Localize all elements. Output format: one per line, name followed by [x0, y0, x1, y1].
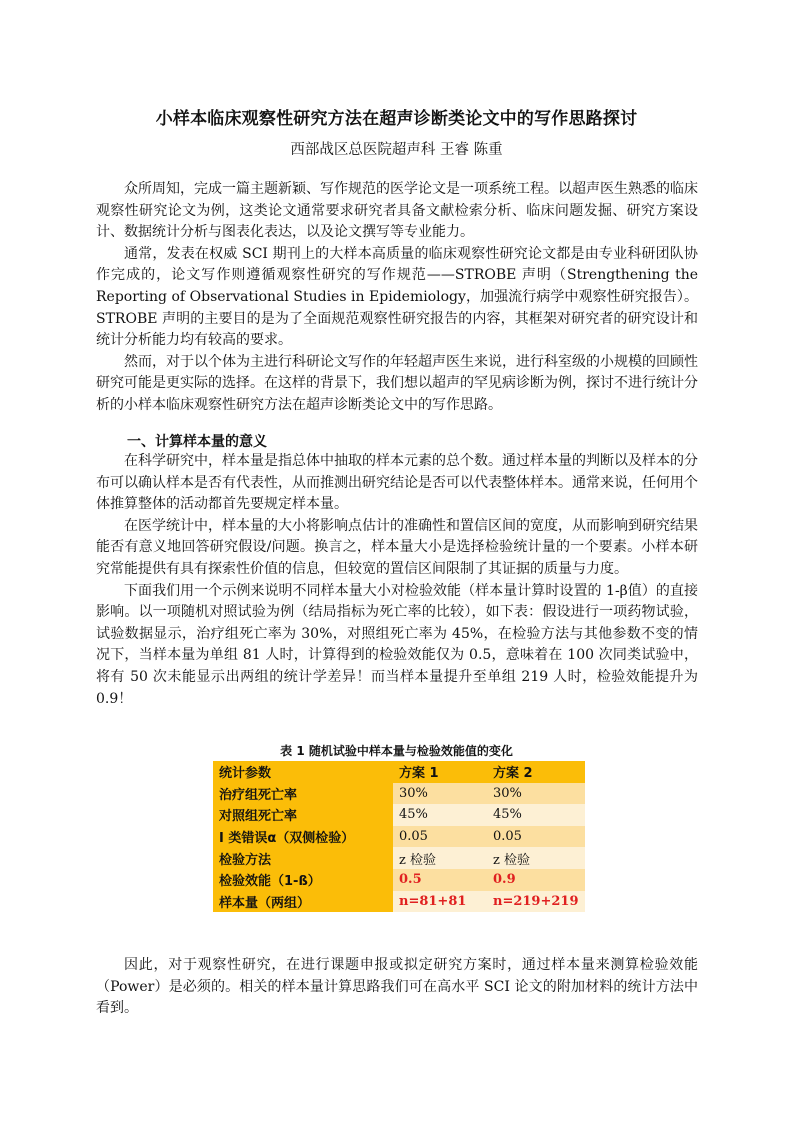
table-cell: 样本量（两组）	[213, 891, 393, 913]
table-cell-highlight: n=81+81	[393, 891, 487, 913]
table-cell: I 类错误α（双侧检验）	[213, 826, 393, 848]
document-title: 小样本临床观察性研究方法在超声诊断类论文中的写作思路探讨	[155, 109, 638, 129]
author-line: 西部战区总医院超声科 王睿 陈重	[290, 142, 503, 158]
conclusion-paragraph: 因此，对于观察性研究，在进行课题申报或拟定研究方案时，通过样本量来测算检验效能（Power）是必须的。相关的样本量计算思路我们可在高水平 SCI 论文的附加材料的统计方法中看到。	[96, 957, 698, 1017]
section-1-body	[96, 451, 698, 710]
table-header-row	[213, 761, 585, 783]
section-paragraph: 在科学研究中，样本量是指总体中抽取的样本元素的总个数。通过样本量的判断以及样本的分布可以确认样本是否有代表性，从而推测出研究结论是否可以代表整体样本。通常来说，任何用个体推算整体的活动都首先要规定样本量。	[96, 453, 698, 513]
table-header-cell: 方案 2	[487, 761, 585, 783]
intro-paragraph: 众所周知，完成一篇主题新颖、写作规范的医学论文是一项系统工程。以超声医生熟悉的临床观察性研究论文为例，这类论文通常要求研究者具备文献检索分析、临床问题发掘、研究方案设计、数据统计分析与图表化表达，以及论文撰写等专业能力。	[96, 181, 698, 241]
table-row	[213, 891, 585, 913]
intro-section	[96, 179, 698, 417]
table-cell: 45%	[393, 804, 487, 826]
table-row	[213, 869, 585, 891]
table-cell: 对照组死亡率	[213, 804, 393, 826]
table-row	[213, 826, 585, 848]
table-cell-highlight: n=219+219	[487, 891, 585, 913]
intro-paragraph: 然而，对于以个体为主进行科研论文写作的年轻超声医生来说，进行科室级的小规模的回顾性研究可能是更实际的选择。在这样的背景下，我们想以超声的罕见病诊断为例，探讨不进行统计分析的小样本临床观察性研究方法在超声诊断类论文中的写作思路。	[96, 353, 698, 413]
data-table	[213, 761, 585, 912]
table-header-cell: 统计参数	[213, 761, 393, 783]
table-cell: z 检验	[487, 847, 585, 869]
table-cell: 0.05	[393, 826, 487, 848]
table-cell: 30%	[487, 783, 585, 805]
table-cell: 45%	[487, 804, 585, 826]
table-cell-highlight: 0.9	[487, 869, 585, 891]
intro-paragraph: 通常，发表在权威 SCI 期刊上的大样本高质量的临床观察性研究论文都是由专业科研团队协作完成的，论文写作则遵循观察性研究的写作规范——STROBE 声明（Strengthening the Reporting of Observational Studies in Epidemiology，加强流行病学中观察性研究报告）。STROBE 声明的主要目的是为了全面规范观察性研究报告的内容，其框架对研究者的研究设计和统计分析能力均有较高的要求。	[96, 245, 698, 349]
table-header-cell: 方案 1	[393, 761, 487, 783]
table-row	[213, 783, 585, 805]
section-heading: 一、计算样本量的意义	[127, 434, 267, 450]
table-row	[213, 847, 585, 869]
table-caption: 表 1 随机试验中样本量与检验效能值的变化	[280, 744, 513, 758]
table-cell: 0.05	[487, 826, 585, 848]
section-paragraph: 在医学统计中，样本量的大小将影响点估计的准确性和置信区间的宽度，从而影响到研究结果能否有意义地回答研究假设/问题。换言之，样本量大小是选择检验统计量的一个要素。小样本研究常能提供有具有探索性价值的信息，但较宽的置信区间限制了其证据的质量与力度。	[96, 517, 698, 577]
table-cell: 检验效能（1-ß）	[213, 869, 393, 891]
table-cell-highlight: 0.5	[393, 869, 487, 891]
table-cell: 治疗组死亡率	[213, 783, 393, 805]
table-cell: 检验方法	[213, 847, 393, 869]
conclusion-section	[96, 955, 698, 1020]
section-paragraph: 下面我们用一个示例来说明不同样本量大小对检验效能（样本量计算时设置的 1-β值）的直接影响。以一项随机对照试验为例（结局指标为死亡率的比较），如下表：假设进行一项药物试验，试验数据显示，治疗组死亡率为 30%，对照组死亡率为 45%，在检验方法与其他参数不变的情况下，当样本量为单组 81 人时，计算得到的检验效能仅为 0.5，意味着在 100 次同类试验中，将有 50 次未能显示出两组的统计学差异！而当样本量提升至单组 219 人时，检验效能提升为 0.9！	[96, 582, 698, 707]
table-row	[213, 804, 585, 826]
table-cell: 30%	[393, 783, 487, 805]
table-cell: z 检验	[393, 847, 487, 869]
